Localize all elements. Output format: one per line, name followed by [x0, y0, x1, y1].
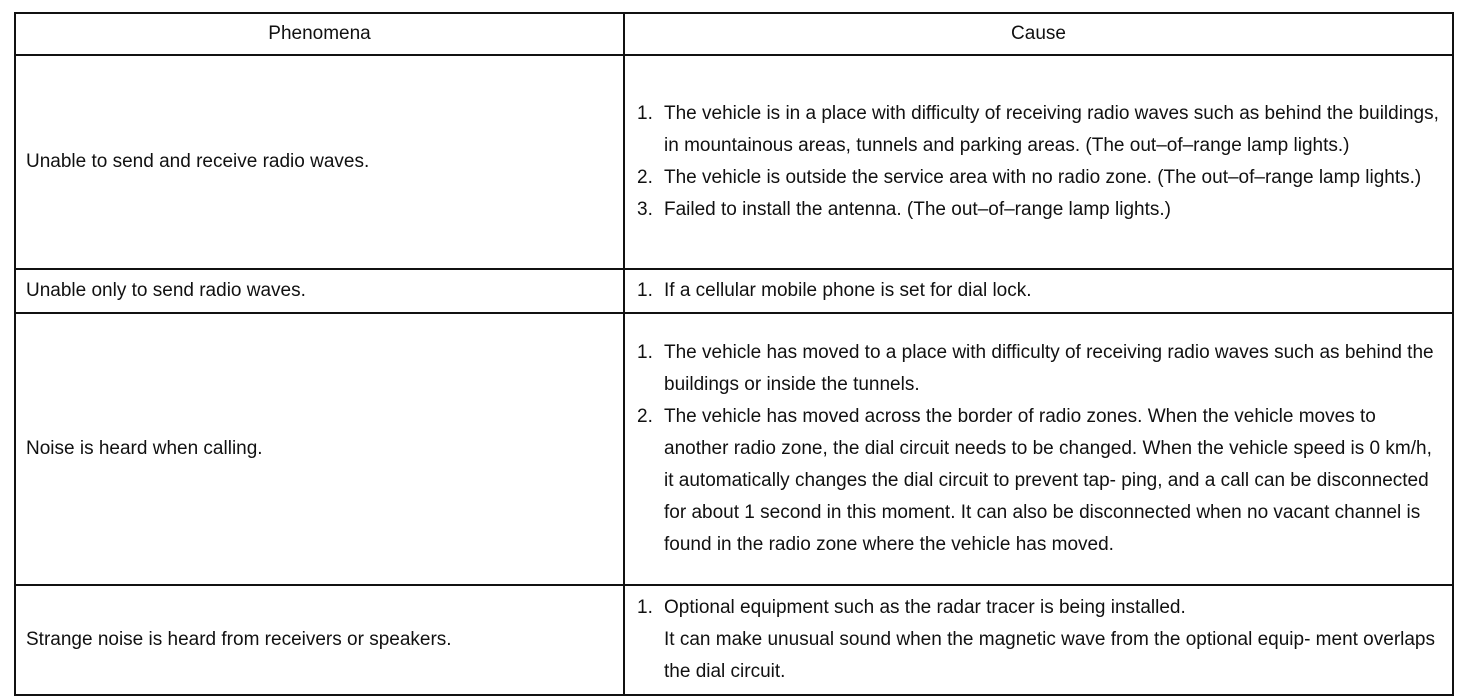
phenomenon-cell: Unable to send and receive radio waves.	[15, 55, 624, 269]
cause-list	[637, 592, 1444, 688]
cause-text: The vehicle has moved across the border of radio zones. When the vehicle moves to another radio zone, the dial circuit needs to be changed. When the vehicle speed is 0 km/h, it automatically changes the dial circuit to prevent tap- ping, and a call can be disconnected for about 1 second in this moment. It can also be disconnected when no vacant channel is found in the radio zone where the vehicle has moved.	[664, 406, 1432, 555]
cause-text: Failed to install the antenna. (The out–of–range lamp lights.)	[664, 199, 1171, 220]
header-cause: Cause	[624, 13, 1453, 55]
cause-item	[637, 337, 1444, 401]
table-row	[15, 269, 1453, 313]
table-row	[15, 313, 1453, 585]
cause-item	[637, 592, 1444, 688]
cause-cell	[624, 313, 1453, 585]
cause-extra-text: It can make unusual sound when the magnetic wave from the optional equip- ment overlaps the dial circuit.	[664, 629, 1436, 682]
cause-number: 2.	[637, 406, 653, 427]
cause-item	[637, 162, 1444, 194]
cause-item	[637, 401, 1444, 561]
header-phenomena: Phenomena	[15, 13, 624, 55]
header-row	[15, 13, 1453, 55]
cause-list	[637, 275, 1444, 307]
cause-text: The vehicle is in a place with difficulty of receiving radio waves such as behind the buildings, in mountainous areas, tunnels and parking areas. (The out–of–range lamp lights.)	[664, 103, 1439, 156]
cause-text: The vehicle has moved to a place with difficulty of receiving radio waves such as behind the buildings or inside the tunnels.	[664, 342, 1434, 395]
cause-text: The vehicle is outside the service area with no radio zone. (The out–of–range lamp lights.)	[664, 167, 1422, 188]
phenomenon-cell: Unable only to send radio waves.	[15, 269, 624, 313]
table-row	[15, 585, 1453, 695]
cause-number: 1.	[637, 103, 653, 124]
phenomenon-cell: Noise is heard when calling.	[15, 313, 624, 585]
cause-number: 2.	[637, 167, 653, 188]
cause-cell	[624, 269, 1453, 313]
cause-list	[637, 98, 1444, 226]
cause-item	[637, 98, 1444, 162]
troubleshooting-table	[14, 12, 1454, 696]
cause-number: 1.	[637, 597, 653, 618]
phenomenon-cell: Strange noise is heard from receivers or speakers.	[15, 585, 624, 695]
table-row	[15, 55, 1453, 269]
cause-text: Optional equipment such as the radar tracer is being installed.	[664, 597, 1186, 618]
cause-item	[637, 194, 1444, 226]
cause-number: 3.	[637, 199, 653, 220]
cause-text: If a cellular mobile phone is set for dial lock.	[664, 280, 1032, 301]
cause-number: 1.	[637, 342, 653, 363]
cause-number: 1.	[637, 280, 653, 301]
cause-cell	[624, 55, 1453, 269]
cause-item	[637, 275, 1444, 307]
cause-list	[637, 337, 1444, 561]
cause-cell	[624, 585, 1453, 695]
